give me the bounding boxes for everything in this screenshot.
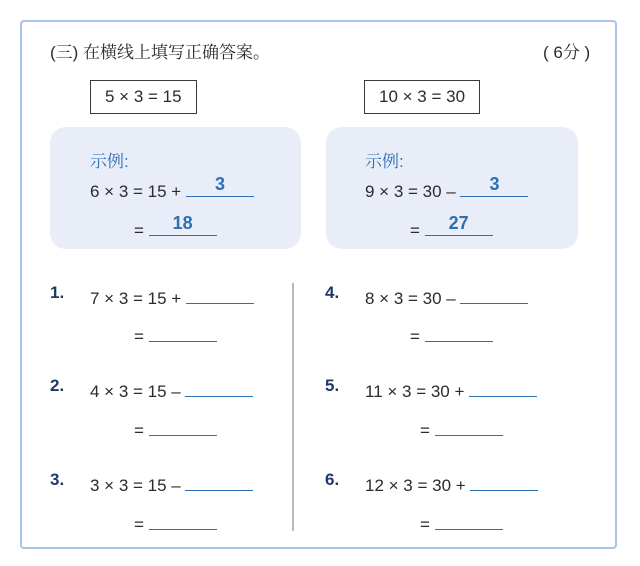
problem-5-blank-2[interactable]	[435, 415, 503, 436]
answer-blank	[425, 215, 493, 236]
equals-sign: =	[134, 515, 144, 534]
answer-blank	[149, 215, 217, 236]
problem-5-line2	[420, 415, 503, 441]
example-right-line1	[365, 176, 528, 202]
equals-sign: =	[420, 515, 430, 534]
problem-6-blank-1[interactable]	[470, 470, 538, 491]
example-left-expression: 6 × 3 = 15 +	[90, 182, 182, 201]
equals-sign: =	[410, 221, 420, 240]
problem-4-line2	[410, 321, 493, 347]
reference-box-right: 10 × 3 = 30	[364, 80, 480, 114]
equals-sign: =	[134, 327, 144, 346]
answer-blank	[186, 176, 254, 197]
example-label-left: 示例:	[90, 152, 129, 171]
problem-5-expression: 11 × 3 = 30 +	[365, 382, 465, 401]
problem-2-blank-2[interactable]	[149, 415, 217, 436]
equals-sign: =	[134, 421, 144, 440]
points-label: ( 6分 )	[543, 43, 591, 62]
problem-2-blank-1[interactable]	[185, 376, 253, 397]
column-divider	[292, 283, 294, 531]
problem-number-2: 2.	[50, 376, 65, 395]
problem-number-6: 6.	[325, 470, 340, 489]
problem-1-blank-2[interactable]	[149, 321, 217, 342]
problem-4-line1	[365, 283, 528, 309]
answer-blank	[460, 176, 528, 197]
problem-4-expression: 8 × 3 = 30 –	[365, 289, 456, 308]
problem-3-expression: 3 × 3 = 15 –	[90, 476, 181, 495]
equals-sign: =	[420, 421, 430, 440]
example-right-expression: 9 × 3 = 30 –	[365, 182, 456, 201]
problem-number-4: 4.	[325, 283, 340, 302]
problem-1-expression: 7 × 3 = 15 +	[90, 289, 182, 308]
example-right-answer2: 27	[448, 213, 469, 233]
problem-3-blank-1[interactable]	[185, 470, 253, 491]
problem-5-line1	[365, 376, 537, 402]
reference-box-left: 5 × 3 = 15	[90, 80, 197, 114]
example-left-line2	[134, 215, 217, 241]
problem-3-blank-2[interactable]	[149, 509, 217, 530]
equals-sign: =	[134, 221, 144, 240]
problem-1-line2	[134, 321, 217, 347]
section-title: (三) 在横线上填写正确答案。	[50, 43, 271, 62]
example-right-answer1: 3	[489, 174, 500, 194]
problem-2-line1	[90, 376, 253, 402]
problem-3-line1	[90, 470, 253, 496]
example-right-line2	[410, 215, 493, 241]
problem-6-line1	[365, 470, 538, 496]
problem-1-line1	[90, 283, 254, 309]
problem-number-3: 3.	[50, 470, 65, 489]
problem-6-line2	[420, 509, 503, 535]
problem-6-expression: 12 × 3 = 30 +	[365, 476, 466, 495]
example-label-right: 示例:	[365, 152, 404, 171]
example-left-answer1: 3	[214, 174, 225, 194]
problem-1-blank-1[interactable]	[186, 283, 254, 304]
equals-sign: =	[410, 327, 420, 346]
problem-2-expression: 4 × 3 = 15 –	[90, 382, 181, 401]
example-left-answer2: 18	[172, 213, 193, 233]
problem-2-line2	[134, 415, 217, 441]
problem-number-5: 5.	[325, 376, 340, 395]
problem-3-line2	[134, 509, 217, 535]
problem-4-blank-1[interactable]	[460, 283, 528, 304]
example-left-line1	[90, 176, 254, 202]
problem-6-blank-2[interactable]	[435, 509, 503, 530]
problem-5-blank-1[interactable]	[469, 376, 537, 397]
problem-4-blank-2[interactable]	[425, 321, 493, 342]
problem-number-1: 1.	[50, 283, 65, 302]
